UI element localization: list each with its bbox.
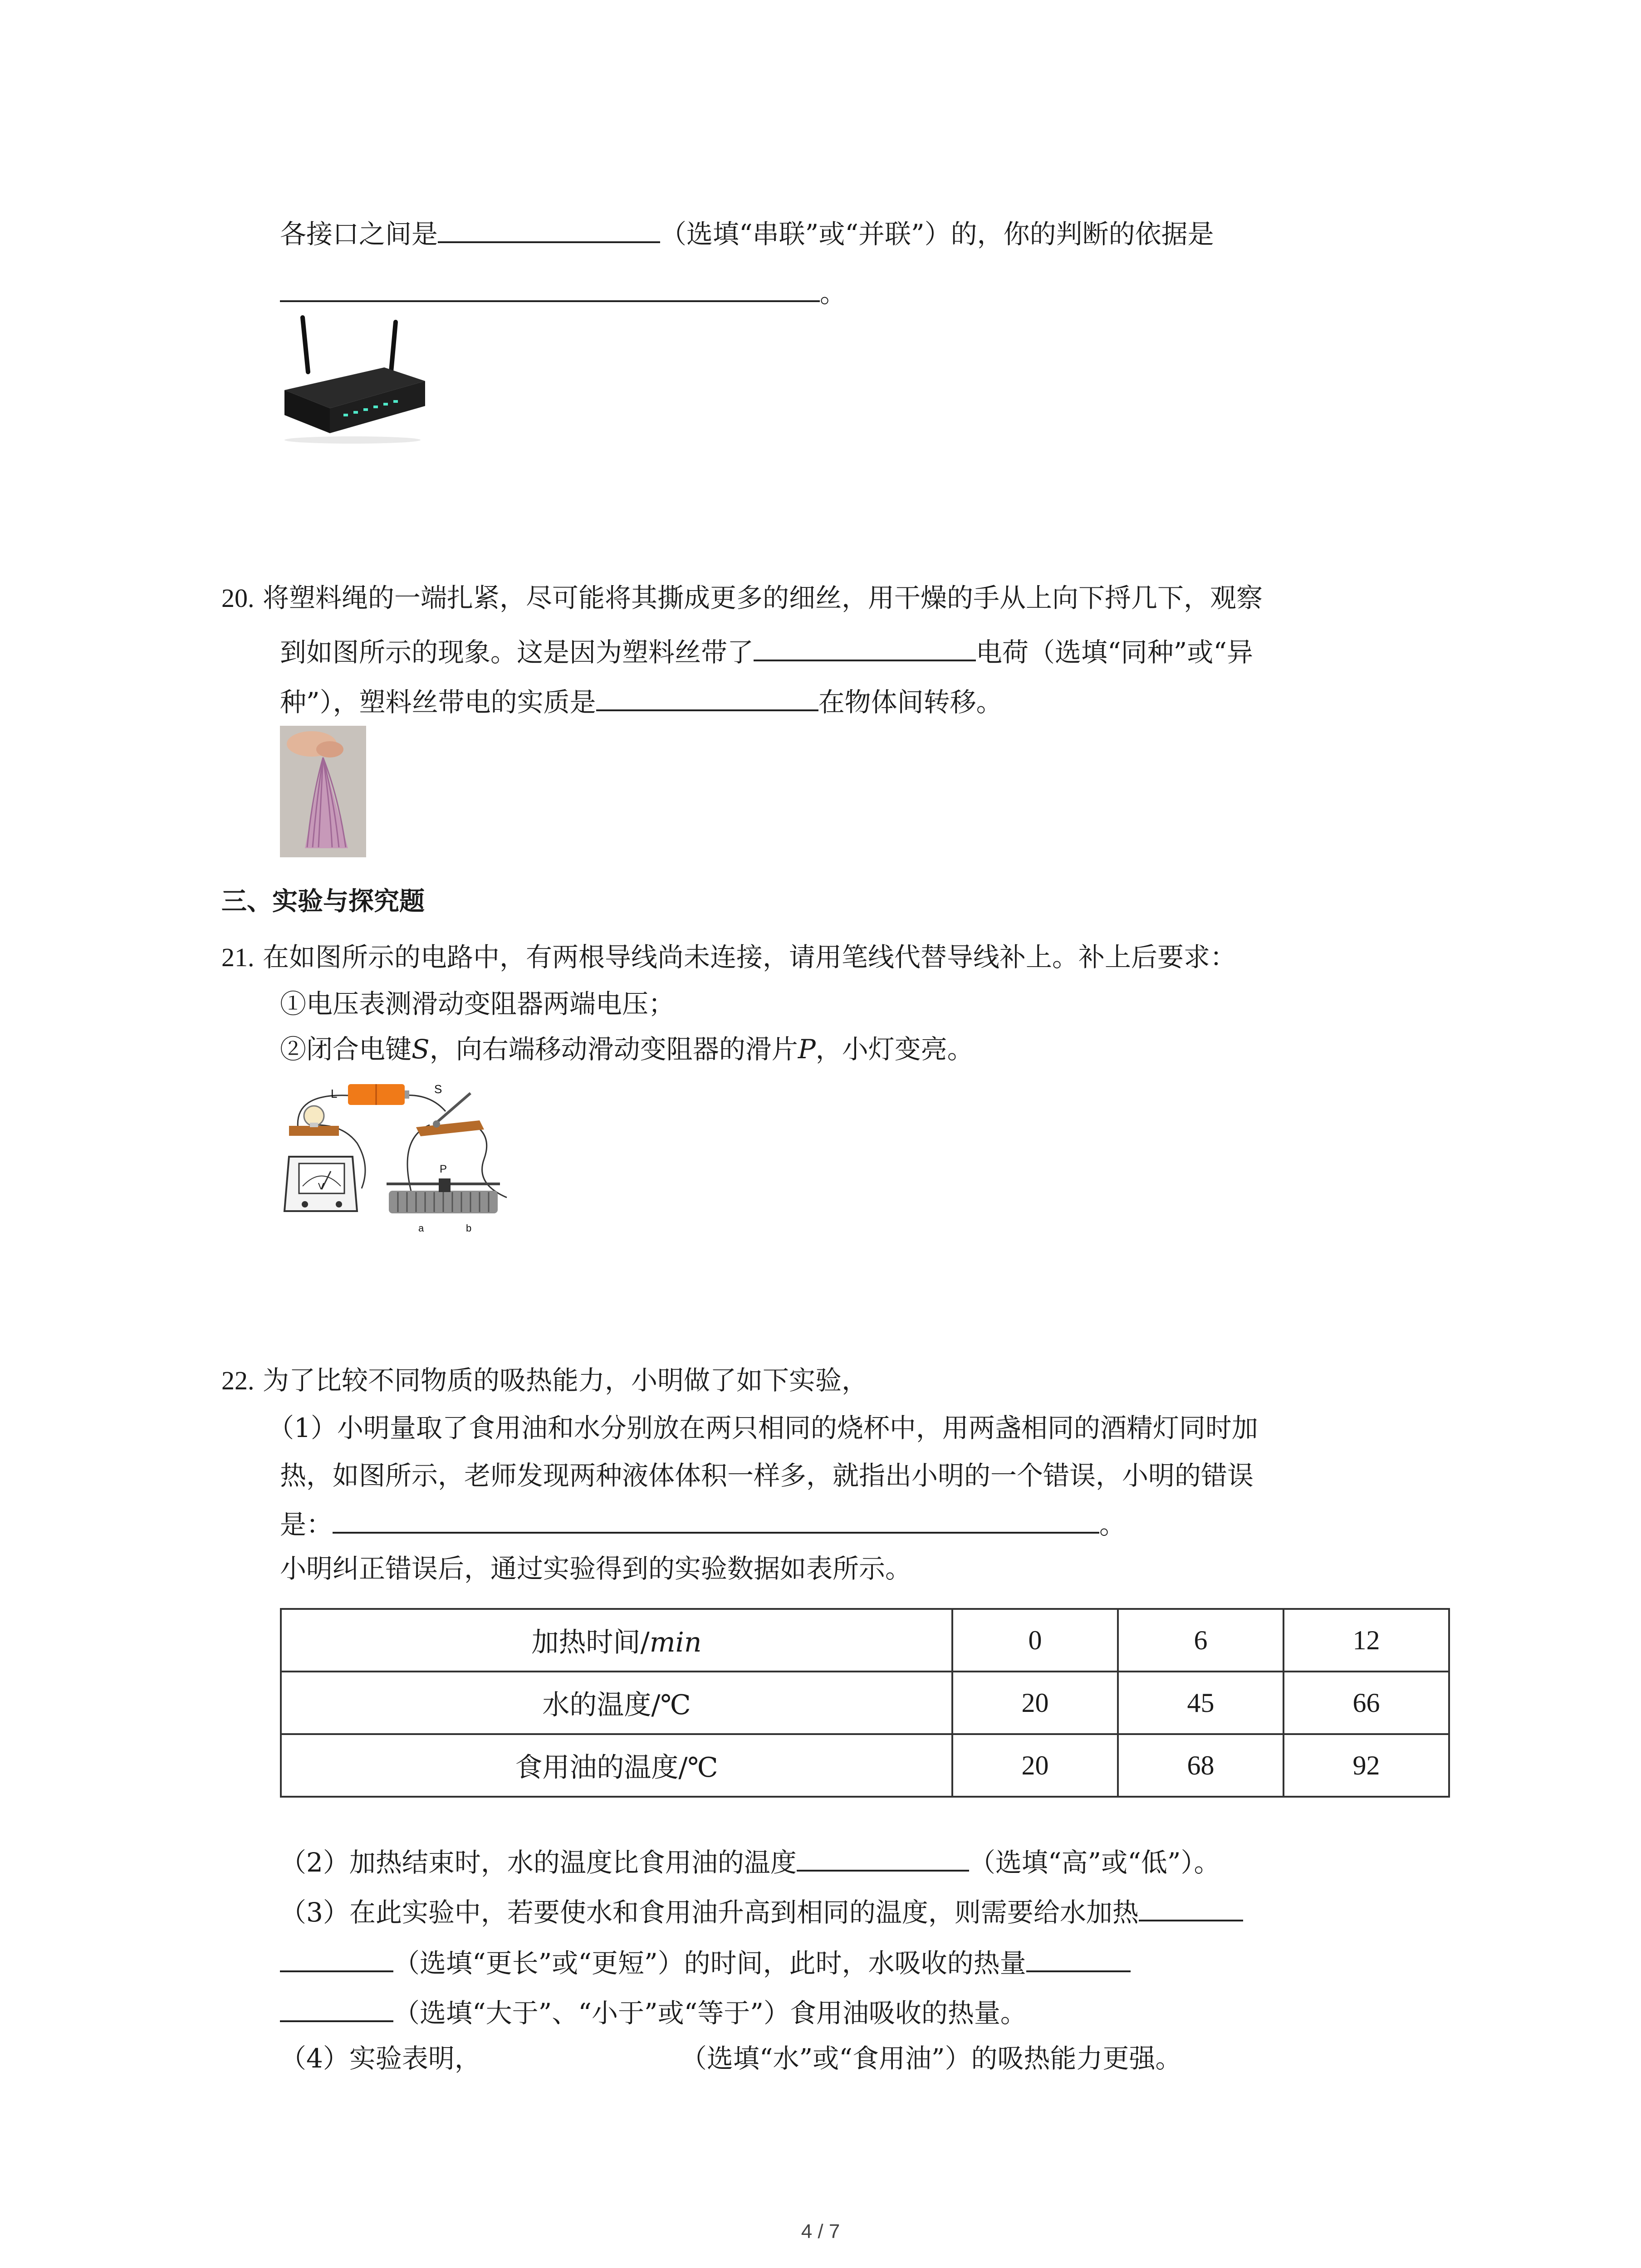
label-b: b bbox=[466, 1222, 472, 1234]
table-row bbox=[281, 1672, 1449, 1734]
table-cell: 66 bbox=[1283, 1672, 1449, 1734]
q21-req2-b: ，向右端移动滑动变阻器的滑片 bbox=[429, 1034, 798, 1065]
q22-p1-pre: 是： bbox=[280, 1509, 333, 1540]
q22-p1-post: 。 bbox=[1099, 1509, 1126, 1540]
q22-blank-time[interactable] bbox=[1139, 1892, 1243, 1921]
q22-p4-post: （选填“水”或“食用油”）的吸热能力更强。 bbox=[680, 2043, 1182, 2074]
q19-line2 bbox=[280, 272, 846, 310]
q22-p2-pre: （2）加热结束时，水的温度比食用油的温度 bbox=[280, 1847, 797, 1878]
table-row-label: 水的温度/℃ bbox=[281, 1672, 952, 1734]
q21-req1: ①电压表测滑动变阻器两端电压； bbox=[280, 988, 675, 1019]
label-s: S bbox=[434, 1082, 442, 1096]
table-cell: 0 bbox=[952, 1609, 1118, 1672]
q22-p3-line1 bbox=[280, 1892, 1243, 1930]
q22-p3-text-2: （选填“更长”或“更短”）的时间，此时，水吸收的热量 bbox=[393, 1948, 1026, 1979]
q22-p1-line2: 热，如图所示，老师发现两种液体体积一样多，就指出小明的一个错误，小明的错误 bbox=[280, 1460, 1254, 1491]
q20-number: 20. bbox=[221, 583, 255, 613]
table-row-label: 加热时间/min bbox=[281, 1609, 952, 1672]
q19-text-post: （选填“串联”或“并联”）的，你的判断的依据是 bbox=[660, 219, 1214, 249]
q22-p2 bbox=[280, 1842, 1220, 1880]
q21-req2-a: ②闭合电键 bbox=[280, 1034, 412, 1065]
q22-blank-time-2[interactable] bbox=[280, 1942, 393, 1972]
q22-blank-heat-2[interactable] bbox=[280, 1992, 393, 2022]
q20-text-1: 将塑料绳的一端扎紧，尽可能将其撕成更多的细丝，用干燥的手从上向下捋几下，观察 bbox=[262, 582, 1263, 613]
q19-line1 bbox=[280, 213, 1214, 251]
table-cell: 68 bbox=[1118, 1734, 1283, 1797]
q21-req2-c: ，小灯变亮。 bbox=[815, 1034, 974, 1065]
section-title: 三、实验与探究题 bbox=[221, 887, 425, 916]
q20-text-3a: 种”），塑料丝带电的实质是 bbox=[280, 687, 596, 718]
q22-p3-line2 bbox=[280, 1942, 1131, 1980]
q21-line1 bbox=[221, 940, 1236, 975]
table-row bbox=[281, 1609, 1449, 1672]
q22-p1-line1: （1）小明量取了食用油和水分别放在两只相同的烧杯中，用两盏相同的酒精灯同时加 bbox=[268, 1413, 1258, 1443]
table-cell: 6 bbox=[1118, 1609, 1283, 1672]
table-row bbox=[281, 1734, 1449, 1797]
q20-blank-2[interactable] bbox=[596, 681, 818, 711]
table-row-label: 食用油的温度/℃ bbox=[281, 1734, 952, 1797]
q22-after: 小明纠正错误后，通过实验得到的实验数据如表所示。 bbox=[280, 1553, 912, 1584]
label-p: P bbox=[440, 1163, 447, 1175]
q22-p4 bbox=[280, 2041, 1182, 2076]
q22-p2-post: （选填“高”或“低”）。 bbox=[969, 1847, 1220, 1878]
q21-slider-symbol: P bbox=[798, 1034, 816, 1065]
data-table bbox=[280, 1608, 1450, 1798]
q22-p4-pre: （4）实验表明， bbox=[280, 2043, 481, 2074]
q22-p3-line3 bbox=[280, 1992, 1027, 2030]
q20-line1 bbox=[221, 581, 1263, 616]
q22-p3-text-1: （3）在此实验中，若要使水和食用油升高到相同的温度，则需要给水加热 bbox=[280, 1897, 1139, 1928]
q22-p3-text-3: （选填“大于”、“小于”或“等于”）食用油吸收的热量。 bbox=[393, 1998, 1027, 2028]
q21-number: 21. bbox=[221, 943, 255, 972]
q20-line2 bbox=[280, 631, 1253, 670]
q20-text-2b: 电荷（选填“同种”或“异 bbox=[976, 637, 1253, 668]
q19-blank-2[interactable] bbox=[280, 272, 820, 302]
q22-intro-text: 为了比较不同物质的吸热能力，小明做了如下实验， bbox=[262, 1365, 868, 1396]
q22-p1-line3 bbox=[280, 1504, 1126, 1542]
table-cell: 20 bbox=[952, 1672, 1118, 1734]
q19-line2-end: 。 bbox=[820, 278, 847, 308]
q21-switch-symbol: S bbox=[411, 1034, 430, 1065]
q19-blank-1[interactable] bbox=[438, 213, 660, 243]
q22-blank-temp[interactable] bbox=[797, 1842, 969, 1872]
page-number: 4 / 7 bbox=[801, 2220, 840, 2243]
label-a: a bbox=[418, 1222, 424, 1234]
q21-req2 bbox=[280, 1032, 974, 1066]
q20-blank-1[interactable] bbox=[754, 631, 976, 661]
q22-number: 22. bbox=[221, 1366, 255, 1395]
label-l: L bbox=[331, 1087, 338, 1100]
q21-text-1: 在如图所示的电路中，有两根导线尚未连接，请用笔线代替导线补上。补上后要求： bbox=[262, 942, 1236, 973]
router-image bbox=[280, 313, 430, 445]
q20-line3 bbox=[280, 681, 1003, 719]
circuit-diagram bbox=[280, 1075, 534, 1238]
q19-text-pre: 各接口之间是 bbox=[280, 219, 438, 249]
q20-text-2a: 到如图所示的现象。这是因为塑料丝带了 bbox=[280, 637, 754, 668]
table-cell: 45 bbox=[1118, 1672, 1283, 1734]
q22-intro bbox=[221, 1363, 868, 1398]
q20-text-3b: 在物体间转移。 bbox=[818, 687, 1003, 718]
table-cell: 92 bbox=[1283, 1734, 1449, 1797]
q22-blank-heat[interactable] bbox=[1026, 1942, 1131, 1972]
table-cell: 12 bbox=[1283, 1609, 1449, 1672]
q22-blank-error[interactable] bbox=[333, 1504, 1099, 1534]
table-cell: 20 bbox=[952, 1734, 1118, 1797]
label-v: V bbox=[318, 1182, 324, 1192]
plastic-strands-photo bbox=[280, 726, 366, 857]
